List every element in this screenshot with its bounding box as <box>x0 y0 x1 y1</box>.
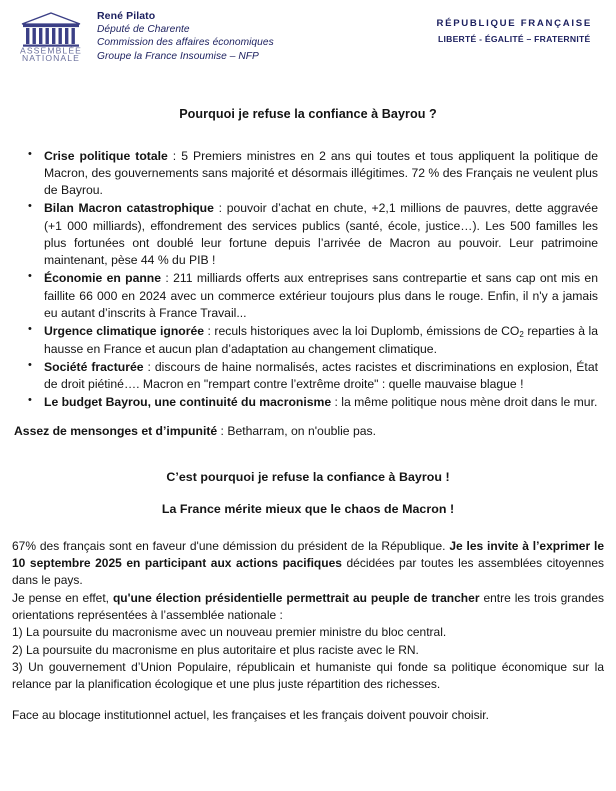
republic-title: RÉPUBLIQUE FRANÇAISE <box>436 18 592 29</box>
argument-body: : 211 milliards offerts aux entreprises sans contrepartie et sans cap ont mis en faillite 66 000 en 2024 avec un commerce extérieur toujours plus dans le rouge. Enfin, il n'y a jamais eu autant d’inscrits à France Travail... <box>44 271 598 320</box>
closing-p1-part-a: 67% des français sont en faveur d'une démission du président de la République. <box>12 538 450 553</box>
argument-body-post: reparties à la hausse en France et aucun plan d’adaptation au changement climatique. <box>44 324 598 356</box>
closing-p2-part-c: entre les trois grandes orientations représentées à l’assemblée nationale : <box>12 590 604 622</box>
logo-line-1-text: ASSEMBLÉE <box>20 45 82 56</box>
argument-lead: Crise politique totale <box>44 148 168 163</box>
assemblee-nationale-emblem-icon <box>14 9 88 61</box>
list-item <box>18 200 598 269</box>
argument-lead: Urgence climatique ignorée <box>44 324 205 339</box>
letterhead <box>0 0 616 63</box>
slogan-secondary: La France mérite mieux que le chaos de Macron ! <box>161 501 455 516</box>
closing-paragraph-2 <box>12 590 604 625</box>
closing-p2-emphasis: qu'une élection présidentielle permettrait au peuple de trancher <box>112 590 480 605</box>
closing-p2-part-a: Je pense en effet, <box>12 590 113 605</box>
page-title: Pourquoi je refuse la confiance à Bayrou ? <box>179 106 437 121</box>
argument-lead: Économie en panne <box>44 271 162 286</box>
list-item <box>18 323 598 358</box>
arguments-list <box>18 148 598 412</box>
closing-p1-emphasis: Je les invite à l’exprimer le 10 septembre 2025 en participant aux actions pacifiques <box>12 538 604 570</box>
impunity-body: : Betharram, on n'oublie pas. <box>217 423 376 438</box>
argument-body: : discours de haine normalisés, actes racistes et discriminations en explosion, État de droit piétiné…. Macron en "rempart contre l’extrême droite" : quelle mauvaise blague ! <box>44 359 598 392</box>
argument-body: : pouvoir d’achat en chute, +2,1 millions de pauvres, dette aggravée (+1 000 milliards), effondrement des services publics (santé, école, justice…). Les 500 familles les plus fortunées ont doublé leur fortune depuis l’arrivée de Macron au pouvoir. Leur patrimoine maintenant, pèse 44 % du PIB ! <box>44 201 598 268</box>
closing-p1-part-c: décidées par toutes les assemblées citoyennes dans le pays. <box>12 555 604 588</box>
list-item <box>18 148 598 200</box>
orientation-item-3: 3) Un gouvernement d’Union Populaire, républicain et humaniste qui fonde sa politique économique sur la relance par la planification écologique et une plus juste répartition des richesses. <box>12 659 604 692</box>
deputy-role: Député de Charente <box>97 24 190 36</box>
closing-paragraph-3: Face au blocage institutionnel actuel, les françaises et les français doivent pouvoir choisir. <box>12 707 489 722</box>
argument-body: : la même politique nous mène droit dans le mur. <box>331 395 598 410</box>
impunity-statement <box>14 423 602 440</box>
orientation-item-1: 1) La poursuite du macronisme avec un nouveau premier ministre du bloc central. <box>12 625 447 640</box>
slogan-primary: C’est pourquoi je refuse la confiance à Bayrou ! <box>166 469 450 484</box>
deputy-info <box>97 9 274 63</box>
list-item <box>18 270 598 322</box>
argument-lead: Bilan Macron catastrophique <box>44 201 214 216</box>
argument-body: : 5 Premiers ministres en 2 ans qui toutes et tous appliquent la politique de Macron, des gouvernements sans majorité et désormais illégitimes. 72 % des Français ne veulent plus de Bayrou. <box>44 148 598 198</box>
republic-block <box>436 9 602 44</box>
closing-paragraph-1 <box>12 538 604 590</box>
argument-body-pre: : reculs historiques avec la loi Duplomb, émissions de CO <box>204 324 520 339</box>
list-item <box>18 359 598 394</box>
slogans-block <box>0 470 616 516</box>
deputy-identity-block <box>14 9 274 63</box>
impunity-lead: Assez de mensonges et d’impunité <box>14 423 218 438</box>
logo-line-2-text: NATIONALE <box>22 53 80 61</box>
deputy-name: René Pilato <box>97 10 156 22</box>
list-item <box>18 394 598 411</box>
argument-lead: Le budget Bayrou, une continuité du macronisme <box>44 395 332 410</box>
deputy-commission: Commission des affaires économiques <box>97 37 274 49</box>
co2-subscript: 2 <box>519 330 524 340</box>
republic-motto: LIBERTÉ - ÉGALITÉ – FRATERNITÉ <box>437 34 591 44</box>
orientation-item-2: 2) La poursuite du macronisme en plus autoritaire et plus raciste avec le RN. <box>12 642 419 657</box>
argument-lead: Société fracturée <box>44 359 144 374</box>
closing-text-block <box>12 538 604 724</box>
deputy-group: Groupe la France Insoumise – NFP <box>97 50 259 62</box>
paragraph-spacer <box>12 694 604 707</box>
